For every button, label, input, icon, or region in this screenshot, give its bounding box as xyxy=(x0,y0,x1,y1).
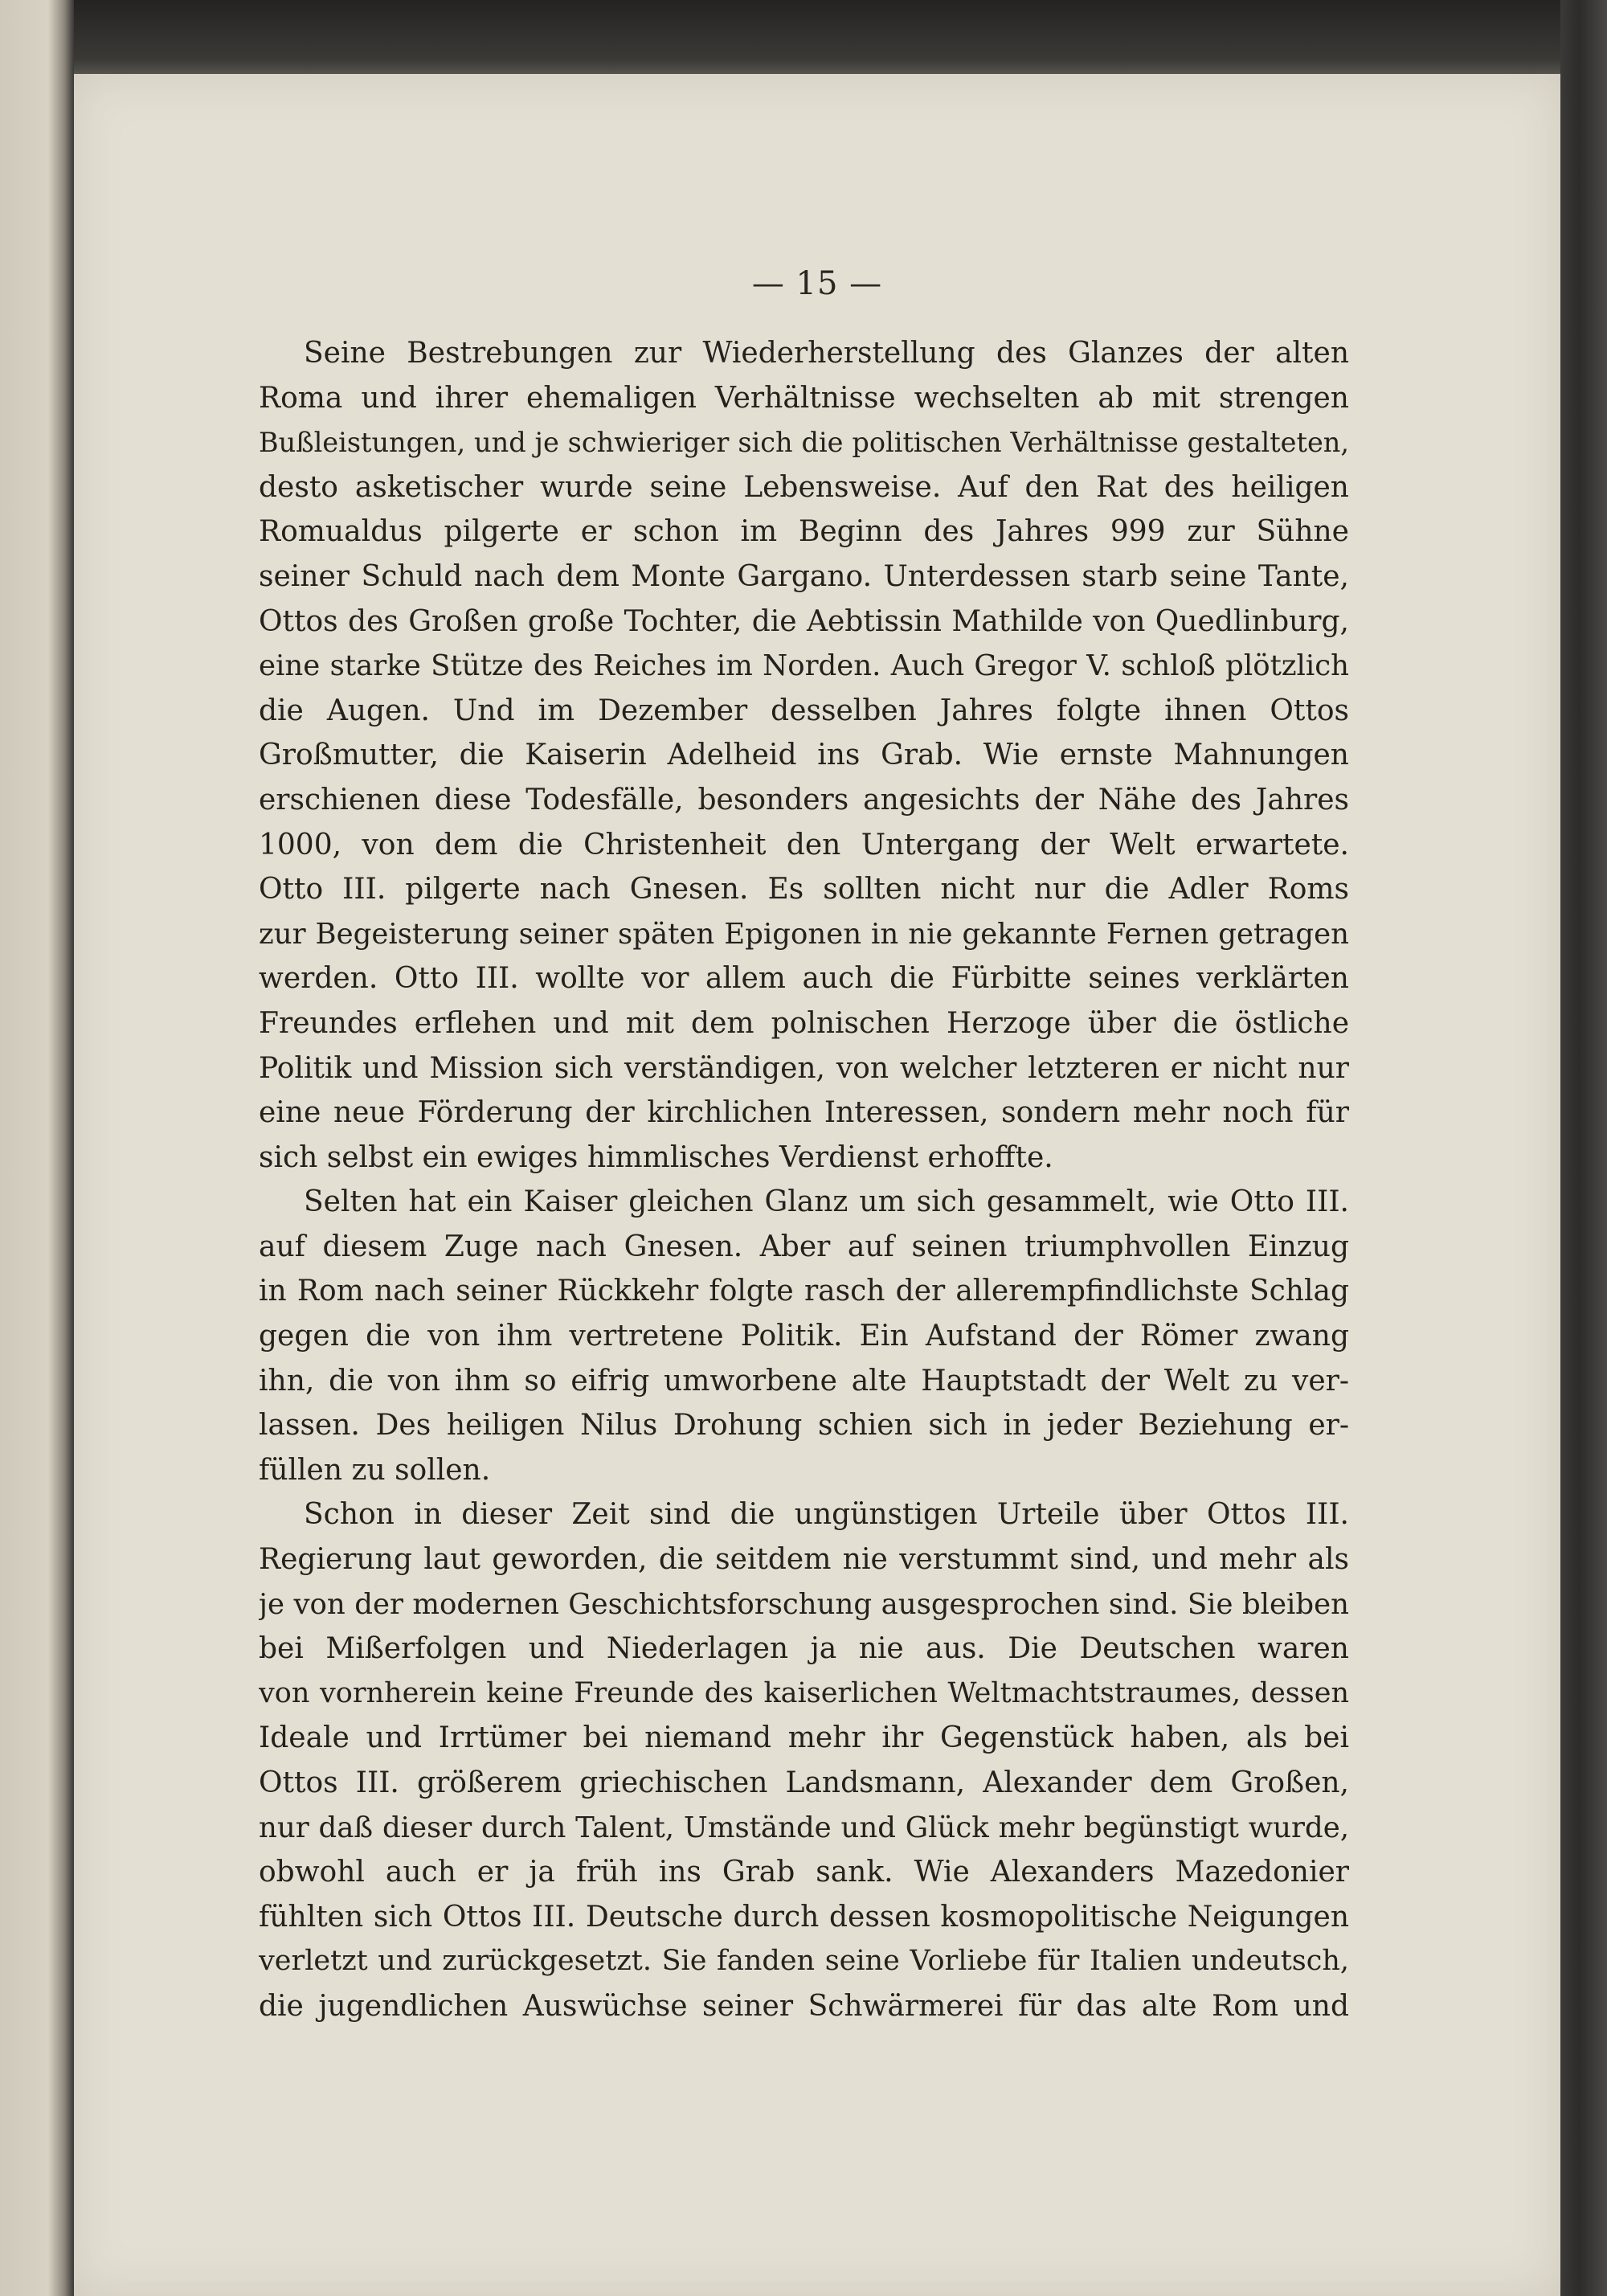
body-text xyxy=(259,331,1349,2029)
paragraph xyxy=(259,1180,1349,1492)
text-line: Bußleistungen, und je schwieriger sich die politischen Verhältnisse gestalteten, xyxy=(259,427,1349,459)
text-line: Selten hat ein Kaiser gleichen Glanz um sich gesammelt, wie Otto III. xyxy=(304,1185,1349,1219)
text-line: Roma und ihrer ehemaligen Verhältnisse wechselten ab mit strengen xyxy=(259,381,1349,415)
text-line: Romualdus pilgerte er schon im Beginn des Jahres 999 zur Sühne xyxy=(259,515,1349,549)
text-line: zur Begeisterung seiner späten Epigonen in nie gekannte Fernen getragen xyxy=(259,917,1349,951)
text-line: von vornherein keine Freunde des kaiserlichen Weltmachtstraumes, dessen xyxy=(259,1676,1349,1709)
text-line: Regierung laut geworden, die seitdem nie verstummt sind, und mehr als xyxy=(259,1543,1349,1577)
text-line: seiner Schuld nach dem Monte Gargano. Unterdessen starb seine Tante, xyxy=(259,559,1349,593)
text-line: Ottos des Großen große Tochter, die Aebtissin Mathilde von Quedlinburg, xyxy=(259,604,1349,638)
text-line: Seine Bestrebungen zur Wiederherstellung des Glanzes der alten xyxy=(304,337,1349,370)
text-line: Politik und Mission sich verständigen, von welcher letzteren er nicht nur xyxy=(259,1051,1349,1085)
text-line: Ideale und Irrtümer bei niemand mehr ihr Gegenstück haben, als bei xyxy=(259,1721,1349,1755)
text-line: Großmutter, die Kaiserin Adelheid ins Grab. Wie ernste Mahnungen xyxy=(259,739,1349,772)
book-binding-board xyxy=(1560,0,1607,2296)
page-sheet xyxy=(74,74,1560,2296)
text-line: sich selbst ein ewiges himmlisches Verdienst erhoffte. xyxy=(259,1140,1053,1174)
text-line: werden. Otto III. wollte vor allem auch die Fürbitte seines verklärten xyxy=(259,962,1349,996)
text-line: eine starke Stütze des Reiches im Norden. Auch Gregor V. schloß plötzlich xyxy=(259,649,1349,683)
text-line: je von der modernen Geschichtsforschung ausgesprochen sind. Sie bleiben xyxy=(259,1587,1349,1621)
text-line: ihn, die von ihm so eifrig umworbene alte Hauptstadt der Welt zu ver- xyxy=(259,1364,1349,1398)
text-line: auf diesem Zuge nach Gnesen. Aber auf seinen triumphvollen Einzug xyxy=(259,1230,1349,1263)
paragraph xyxy=(259,1492,1349,2028)
text-line: fühlten sich Ottos III. Deutsche durch dessen kosmopolitische Neigungen xyxy=(259,1900,1349,1934)
text-line: obwohl auch er ja früh ins Grab sank. Wie Alexanders Mazedonier xyxy=(259,1856,1349,1889)
text-line: 1000, von dem die Christenheit den Untergang der Welt erwartete. xyxy=(259,828,1349,862)
text-line: lassen. Des heiligen Nilus Drohung schien sich in jeder Beziehung er- xyxy=(259,1409,1349,1443)
book-cover-top xyxy=(74,0,1560,74)
text-line: bei Mißerfolgen und Niederlagen ja nie aus. Die Deutschen waren xyxy=(259,1632,1349,1666)
text-line: in Rom nach seiner Rückkehr folgte rasch der allerempfindlichste Schlag xyxy=(259,1275,1349,1308)
text-line: füllen zu sollen. xyxy=(259,1453,491,1487)
text-line: gegen die von ihm vertretene Politik. Ein Aufstand der Römer zwang xyxy=(259,1320,1349,1353)
text-line: die Augen. Und im Dezember desselben Jahres folgte ihnen Ottos xyxy=(259,694,1349,727)
text-line: nur daß dieser durch Talent, Umstände und Glück mehr begünstigt wurde, xyxy=(259,1811,1349,1844)
text-line: Ottos III. größerem griechischen Landsmann, Alexander dem Großen, xyxy=(259,1766,1349,1799)
paragraph xyxy=(259,331,1349,1180)
text-line: desto asketischer wurde seine Lebensweise. Auf den Rat des heiligen xyxy=(259,470,1349,504)
text-line: erschienen diese Todesfälle, besonders angesichts der Nähe des Jahres xyxy=(259,783,1349,816)
text-line: Freundes erflehen und mit dem polnischen Herzoge über die östliche xyxy=(259,1006,1349,1040)
text-line: Otto III. pilgerte nach Gnesen. Es sollten nicht nur die Adler Roms xyxy=(259,873,1349,907)
text-line: die jugendlichen Auswüchse seiner Schwärmerei für das alte Rom und xyxy=(259,1989,1349,2023)
previous-page-edge xyxy=(0,0,74,2296)
page-number: — 15 — xyxy=(751,265,883,302)
text-line: eine neue Förderung der kirchlichen Interessen, sondern mehr noch für xyxy=(259,1096,1349,1130)
text-line: Schon in dieser Zeit sind die ungünstigen Urteile über Ottos III. xyxy=(304,1498,1349,1532)
text-line: verletzt und zurückgesetzt. Sie fanden seine Vorliebe für Italien undeutsch, xyxy=(259,1945,1349,1978)
